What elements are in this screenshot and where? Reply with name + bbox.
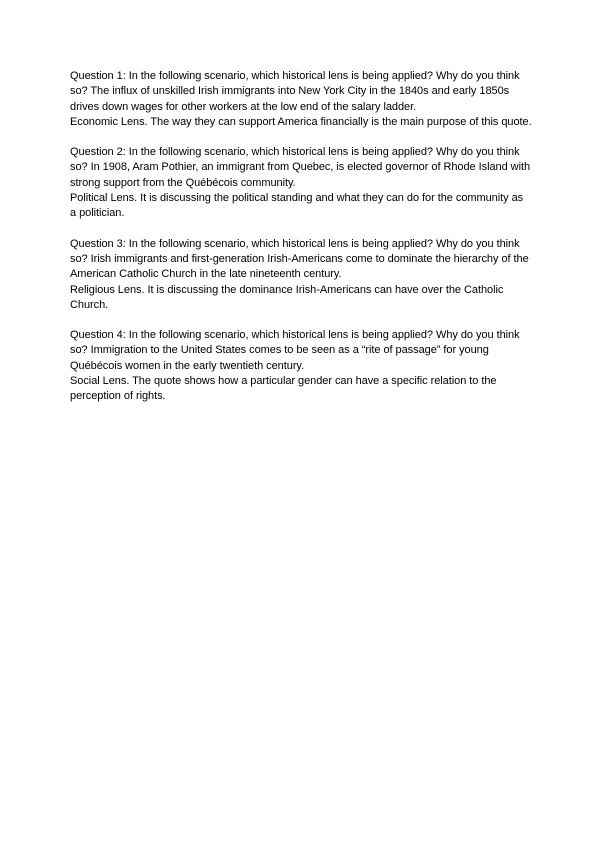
question-text-1: Question 1: In the following scenario, which historical lens is being applied? Why do you think so? The influx of unskilled Irish immigrants into New York City in the 1840s and early 1850s drives down wages for other workers at the low end of the salary ladder. [70, 70, 520, 113]
document-body [70, 69, 532, 420]
question-block-1 [70, 69, 532, 130]
answer-text-1: Economic Lens. The way they can support America financially is the main purpose of this quote. [70, 115, 532, 128]
question-block-2 [70, 145, 532, 221]
question-block-3 [70, 237, 532, 313]
question-text-4: Question 4: In the following scenario, which historical lens is being applied? Why do you think so? Immigration to the United States comes to be seen as a “rite of passage” for young Québécois women in the early twentieth century. [70, 329, 520, 372]
answer-text-2: Political Lens. It is discussing the political standing and what they can do for the community as a politician. [70, 192, 524, 220]
question-text-3: Question 3: In the following scenario, which historical lens is being applied? Why do you think so? Irish immigrants and first-generation Irish-Americans come to dominate the hierarchy of the American Catholic Church in the late nineteenth century. [70, 237, 529, 281]
question-text-2: Question 2: In the following scenario, which historical lens is being applied? Why do you think so? In 1908, Aram Pothier, an immigrant from Quebec, is elected governor of Rhode Island with strong support from the Québécois community. [70, 146, 531, 189]
question-block-4 [70, 328, 532, 404]
answer-text-3: Religious Lens. It is discussing the dominance Irish-Americans can have over the Catholic Church. [70, 283, 504, 311]
answer-text-4: Social Lens. The quote shows how a particular gender can have a specific relation to the perception of rights. [70, 375, 497, 403]
